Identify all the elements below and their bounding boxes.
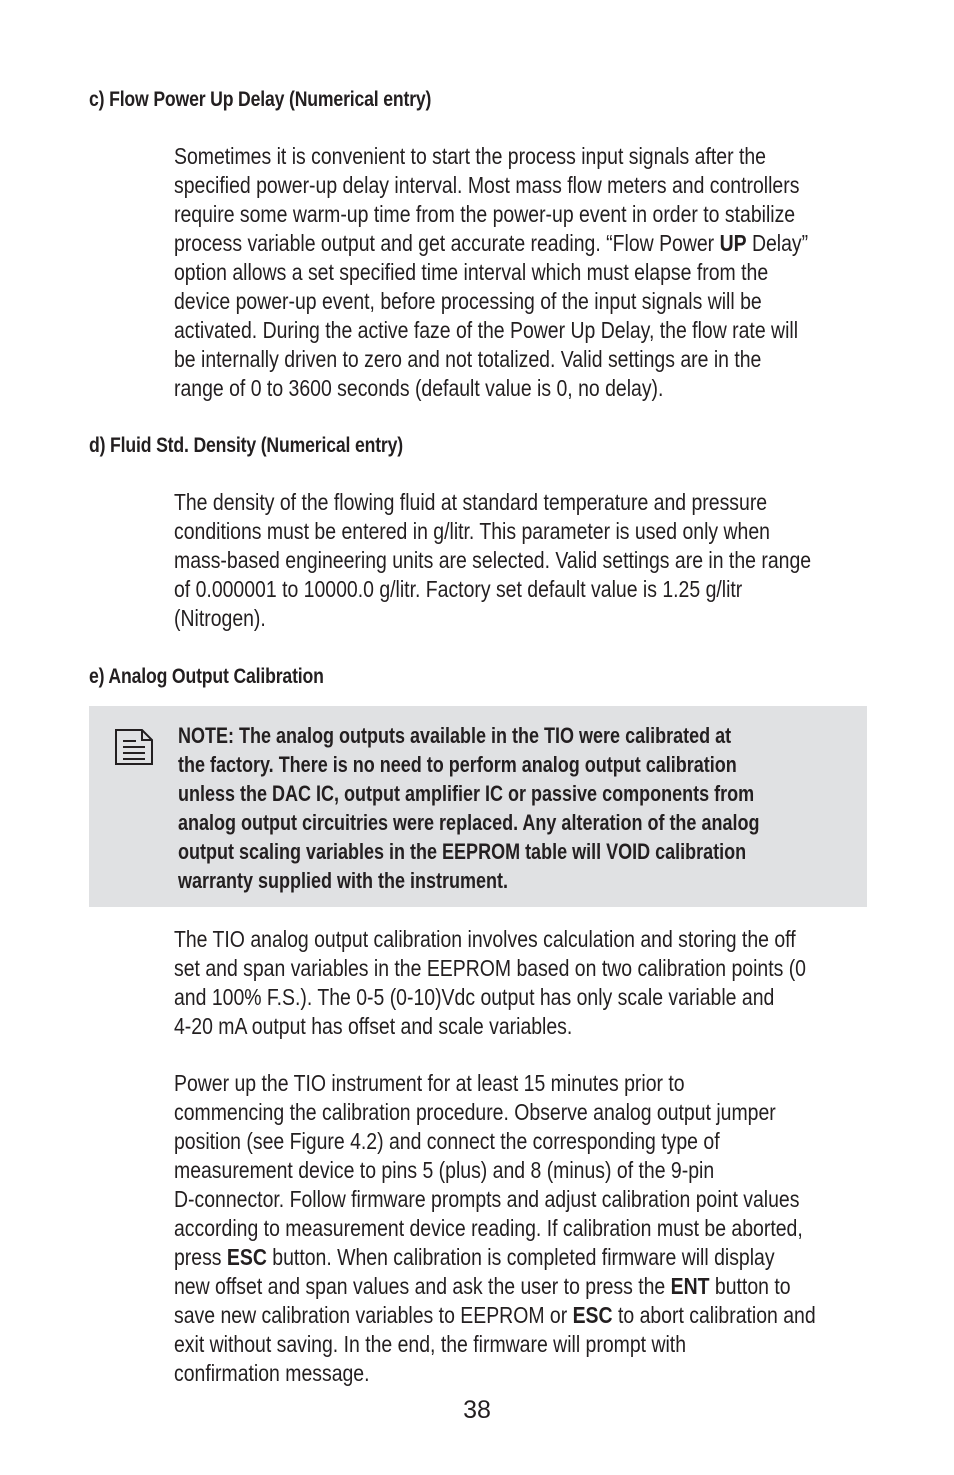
section-c-paragraph [174,142,924,403]
text-line: conditions must be entered in g/litr. This parameter is used only when [174,518,770,544]
section-e-heading: e) Analog Output Calibration [89,665,324,688]
text-line: process variable output and get accurate reading. “Flow Power UP Delay” [174,230,809,256]
text-line: confirmation message. [174,1360,370,1386]
section-c-heading: c) Flow Power Up Delay (Numerical entry) [89,88,432,111]
text-line: 4-20 mA output has offset and scale variables. [174,1013,573,1039]
text-line: position (see Figure 4.2) and connect the corresponding type of [174,1128,720,1154]
bold-keyword: ESC [572,1302,613,1328]
section-e-paragraph-1 [174,925,922,1041]
text-line: specified power-up delay interval. Most mass flow meters and controllers [174,172,800,198]
bold-keyword: UP [719,230,747,256]
bold-keyword: ESC [226,1244,267,1270]
section-d-heading: d) Fluid Std. Density (Numerical entry) [89,434,403,457]
text-line: press ESC button. When calibration is completed firmware will display [174,1244,775,1270]
text-line: The density of the flowing fluid at standard temperature and pressure [174,489,768,515]
text-line: D-connector. Follow firmware prompts and adjust calibration point values [174,1186,800,1212]
note-line: analog output circuitries were replaced. Any alteration of the analog [178,810,760,835]
text-line: option allows a set specified time interval which must elapse from the [174,259,769,285]
note-line: unless the DAC IC, output amplifier IC or passive components from [178,781,755,806]
text-line: (Nitrogen). [174,605,266,631]
text-line: Power up the TIO instrument for at least 15 minutes prior to [174,1070,685,1096]
text-line: require some warm-up time from the power-up event in order to stabilize [174,201,796,227]
section-d-paragraph [174,488,928,633]
text-line: The TIO analog output calibration involves calculation and storing the off [174,926,796,952]
text-line: according to measurement device reading. If calibration must be aborted, [174,1215,803,1241]
page-number: 38 [463,1396,491,1424]
bold-keyword: ENT [670,1273,710,1299]
note-text [178,721,905,895]
section-e-paragraph-2 [174,1069,933,1388]
note-document-icon [114,728,154,766]
note-line: warranty supplied with the instrument. [178,868,509,893]
note-line: NOTE: The analog outputs available in the TIO were calibrated at [178,723,732,748]
note-line: output scaling variables in the EEPROM table will VOID calibration [178,839,747,864]
text-line: save new calibration variables to EEPROM or ESC to abort calibration and [174,1302,816,1328]
text-line: activated. During the active faze of the Power Up Delay, the flow rate will [174,317,799,343]
text-line: of 0.000001 to 10000.0 g/litr. Factory set default value is 1.25 g/litr [174,576,743,602]
note-line: the factory. There is no need to perform analog output calibration [178,752,737,777]
text-line: Sometimes it is convenient to start the process input signals after the [174,143,766,169]
text-line: exit without saving. In the end, the firmware will prompt with [174,1331,687,1357]
text-line: be internally driven to zero and not totalized. Valid settings are in the [174,346,762,372]
text-line: range of 0 to 3600 seconds (default value is 0, no delay). [174,375,664,401]
text-line: device power-up event, before processing of the input signals will be [174,288,762,314]
text-line: new offset and span values and ask the user to press the ENT button to [174,1273,791,1299]
text-line: mass-based engineering units are selected. Valid settings are in the range [174,547,812,573]
text-line: commencing the calibration procedure. Observe analog output jumper [174,1099,776,1125]
text-line: and 100% F.S.). The 0-5 (0-10)Vdc output has only scale variable and [174,984,775,1010]
text-line: measurement device to pins 5 (plus) and 8 (minus) of the 9-pin [174,1157,715,1183]
text-line: set and span variables in the EEPROM based on two calibration points (0 [174,955,806,981]
